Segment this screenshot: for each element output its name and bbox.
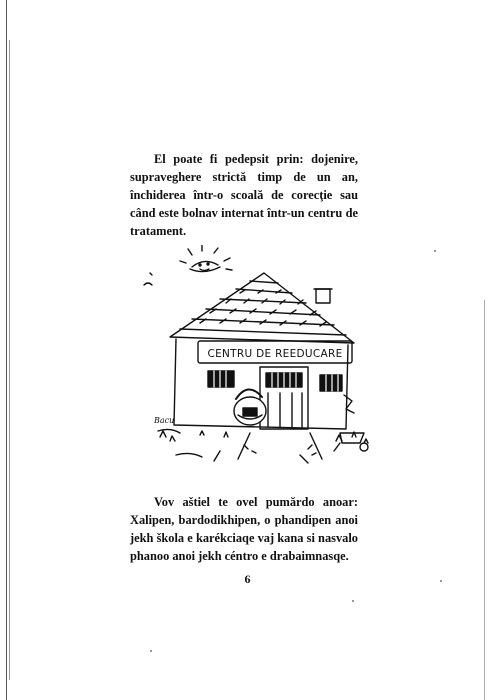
reeducation-center-illustration [140, 245, 380, 473]
page-number: 6 [244, 572, 251, 586]
paragraph-romanian: El poate fi pedepsit prin: dojenire, supraveghere strictă timp de un an, închiderea într-o scoală de corecţie sau când este bolnav internat într-un centru de tratament. [130, 152, 358, 238]
scan-speck [440, 580, 442, 582]
barred-window [320, 375, 342, 391]
paragraph-romani: Vov aštiel te ovel pumărdo anoar: Xalipen, bardodikhipen, o phandipen anoi jekh škola e karékciaqe vaj kana si nasvalo phanoo anoi jekh céntro e drabaimnasqe. [130, 495, 358, 563]
artist-signature: Bacu [154, 416, 175, 425]
padlock-icon [234, 389, 266, 425]
sign-label: CENTRU DE REEDUCARE [207, 348, 343, 360]
scan-edge [484, 300, 485, 700]
roof [170, 273, 354, 343]
barred-door [260, 367, 308, 429]
barred-window [208, 371, 234, 387]
scan-edge [6, 0, 7, 700]
scan-speck [150, 650, 152, 652]
ground-grass [158, 429, 368, 463]
sun-icon [180, 245, 232, 272]
center-sign [198, 341, 352, 363]
scan-speck [352, 600, 354, 602]
scan-speck [434, 250, 436, 252]
